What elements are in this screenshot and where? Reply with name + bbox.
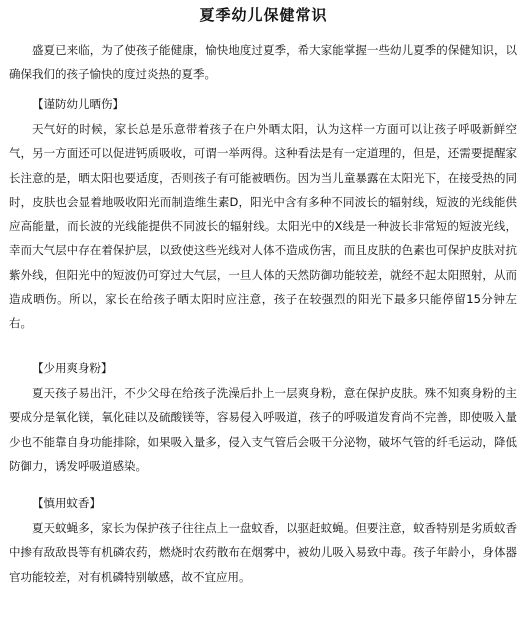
section-body-mosquito-coil: 夏天蚊蝇多，家长为保护孩子往往点上一盘蚊香，以驱赶蚊蝇。但要注意，蚊香特别是劣质蚊香中掺有敌敌畏等有机磷农药，燃烧时农药散布在烟雾中，被幼儿吸入易致中毒。孩子年龄小，身体器官功能较差，对有机磷特别敏感，故不宜应用。 [9,521,517,584]
section-body-powder: 夏天孩子易出汗，不少父母在给孩子洗澡后扑上一层爽身粉，意在保护皮肤。殊不知爽身粉的主要成分是氧化镁，氧化硅以及硫酸镁等，容易侵入呼吸道，孩子的呼吸道发育尚不完善，即使吸入量少也不能靠自身功能排除，如果吸入量多，侵入支气管后会吸干分泌物，破坏气管的纤毛运动，降低防御力，诱发呼吸道感染。 [9,386,517,473]
section-heading-mosquito-coil: 【慎用蚊香】 [32,496,101,510]
section-heading-powder: 【少用爽身粉】 [32,361,113,375]
section-heading-sunburn: 【谨防幼儿晒伤】 [32,97,124,111]
intro-paragraph: 盛夏已来临，为了使孩子能健康，愉快地度过夏季，希大家能掌握一些幼儿夏季的保健知识，以确保我们的孩子愉快的度过炎热的夏季。 [9,43,517,82]
document-title: 夏季幼儿保健常识 [199,6,328,24]
section-body-sunburn: 天气好的时候，家长总是乐意带着孩子在户外晒太阳，认为这样一方面可以让孩子呼吸新鲜空气，另一方面还可以促进钙质吸收，可谓一举两得。这种看法是有一定道理的，但是，还需要提醒家长注意的是，晒太阳也要适度，否则孩子有可能被晒伤。因为当儿童暴露在太阳光下，在接受热的同时，皮肤也会显着地吸收阳光而制造维生素D，阳光中含有多种不同波长的辐射线，短波的光线能供应高能量，而长波的光线能提供不同波长的辐射线。太阳光中的X线是一种波长非常短的短波光线，幸而大气层中存在着保护层，以致使这些光线对人体不造成伤害，而且皮肤的色素也可保护皮肤对抗紫外线，但阳光中的短波仍可穿过大气层，一旦人体的天然防御功能较差，就经不起太阳照射，从而造成晒伤。所以，家长在给孩子晒太阳时应注意，孩子在较强烈的阳光下最多只能停留15分钟左右。 [9,122,517,331]
